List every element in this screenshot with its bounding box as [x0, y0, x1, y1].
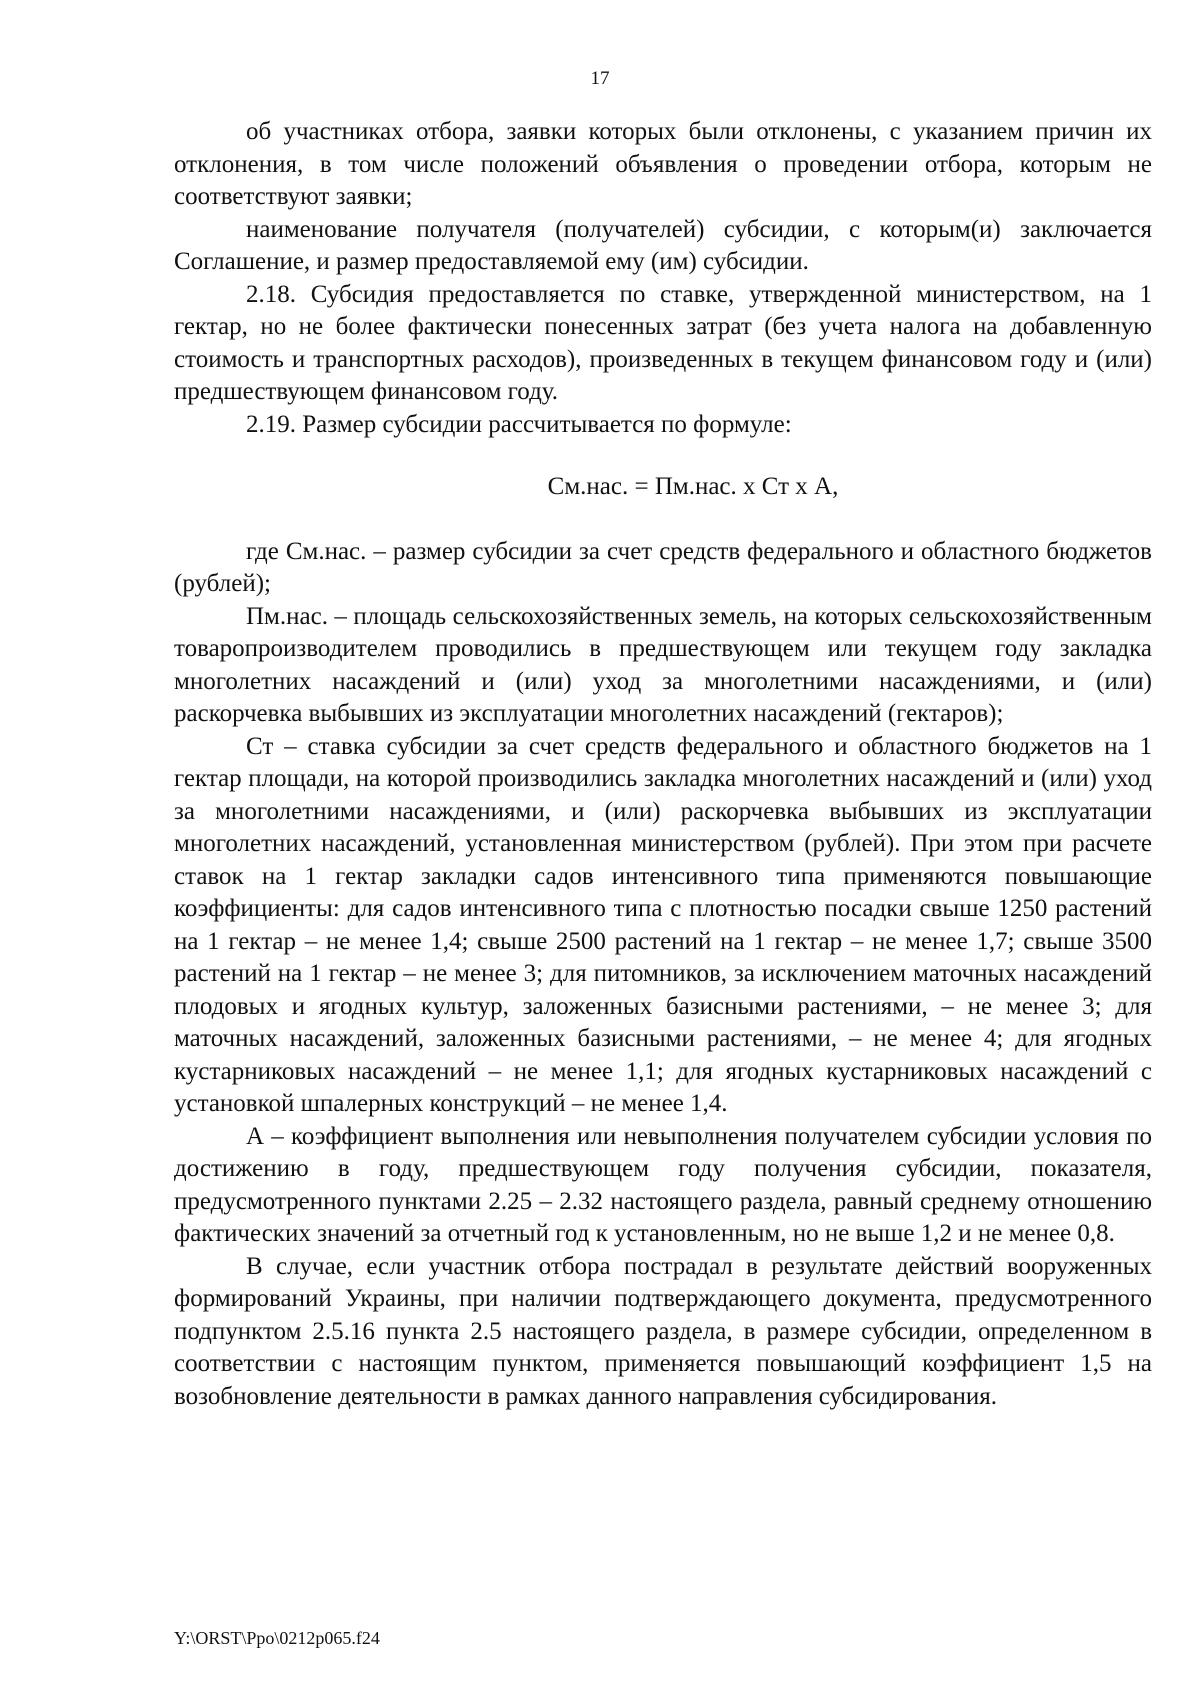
- page-number: 17: [590, 68, 610, 89]
- paragraph-ukraine-coefficient: В случае, если участник отбора пострадал в результате действий вооруженных формирований Украины, при наличии подтверждающего документа, предусмотренного подпунктом 2.5.16 пункта 2.5 настоящего раздела, в размере субсидии, определенном в соответствии с настоящим пунктом, применяется повышающий коэффициент 1,5 на возобновление деятельности в рамках данного направления субсидирования.: [174, 1252, 1152, 1410]
- paragraph-a-definition: А – коэффициент выполнения или невыполнения получателем субсидии условия по достижению в году, предшествующем году получения субсидии, показателя, предусмотренного пунктами 2.25 – 2.32 настоящего раздела, равный среднему отношению фактических значений за отчетный год к установленным, но не выше 1,2 и не менее 0,8.: [174, 1122, 1152, 1247]
- subsidy-formula: См.нас. = Пм.нас. х Ст х А,: [547, 473, 839, 500]
- paragraph-pm-nas-definition: Пм.нас. – площадь сельскохозяйственных земель, на которых сельскохозяйственным товаропроизводителем проводились в предшествующем или текущем году закладка многолетних насаждений и (или) уход за многолетними насаждениями, и (или) раскорчевка выбывших из эксплуатации многолетних насаждений (гектаров);: [174, 602, 1152, 727]
- paragraph-2-19: 2.19. Размер субсидии рассчитывается по формуле:: [246, 410, 792, 438]
- paragraph-sm-nas-definition: где См.нас. – размер субсидии за счет средств федерального и областного бюджетов (рублей);: [174, 537, 1152, 597]
- paragraph-rejected-participants: об участниках отбора, заявки которых были отклонены, с указанием причин их отклонения, в том числе положений объявления о проведении отбора, которым не соответствуют заявки;: [174, 118, 1152, 210]
- paragraph-st-definition: Ст – ставка субсидии за счет средств федерального и областного бюджетов на 1 гектар площади, на которой производились закладка многолетних насаждений и (или) уход за многолетними насаждениями, и (или) раскорчевка выбывших из эксплуатации многолетних насаждений, установленная министерством (рублей). При этом при расчете ставок на 1 гектар закладки садов интенсивного типа применяются повышающие коэффициенты: для садов интенсивного типа с плотностью посадки свыше 1250 растений на 1 гектар – не менее 1,4; свыше 2500 растений на 1 гектар – не менее 1,7; свыше 3500 растений на 1 гектар – не менее 3; для питомников, за исключением маточных насаждений плодовых и ягодных культур, заложенных базисными растениями, – не менее 3; для маточных насаждений, заложенных базисными растениями, – не менее 4; для ягодных кустарниковых насаждений – не менее 1,1; для ягодных кустарниковых насаждений с установкой шпалерных конструкций – не менее 1,4.: [174, 732, 1152, 1117]
- footer-file-path: Y:\ORST\Ppo\0212p065.f24: [174, 1628, 380, 1648]
- document-body: [174, 116, 1152, 1413]
- paragraph-2-18: 2.18. Субсидия предоставляется по ставке, утвержденной министерством, на 1 гектар, но не более фактически понесенных затрат (без учета налога на добавленную стоимость и транспортных расходов), произведенных в текущем финансовом году и (или) предшествующем финансовом году.: [174, 280, 1152, 405]
- paragraph-recipient-name: наименование получателя (получателей) субсидии, с которым(и) заключается Соглашение, и размер предоставляемой ему (им) субсидии.: [174, 215, 1152, 275]
